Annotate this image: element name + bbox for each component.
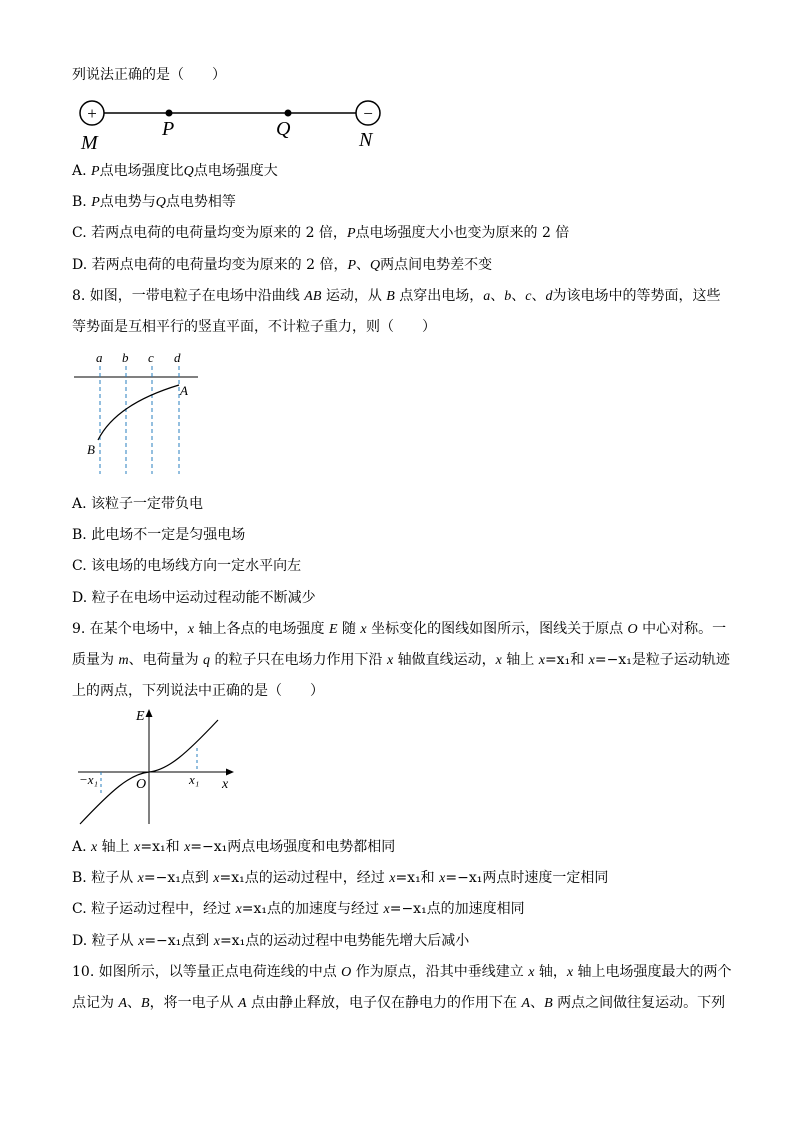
option-letter: D. <box>72 590 92 606</box>
text-run: 点记为 <box>72 995 119 1011</box>
q8-stem-line-1 <box>72 287 721 306</box>
option-letter: C. <box>72 901 92 917</box>
option-letter: C. <box>72 225 92 241</box>
italic-symbol: x <box>495 653 502 668</box>
italic-symbol: Q <box>370 258 381 273</box>
italic-symbol: d <box>545 289 553 304</box>
q8-option-a[interactable] <box>72 495 203 513</box>
italic-symbol: q <box>203 653 211 668</box>
q9-stem-line-1 <box>72 620 726 639</box>
italic-symbol: x <box>184 840 191 855</box>
italic-symbol: Q <box>183 164 194 179</box>
option-letter: A. <box>72 496 92 512</box>
italic-symbol: x <box>134 840 141 855</box>
label-n: N <box>359 129 373 151</box>
italic-symbol: O <box>341 965 352 980</box>
text-run: =−x₁点到 <box>143 870 214 886</box>
option-letter: D. <box>72 933 92 949</box>
italic-symbol: x <box>389 871 396 886</box>
label-q: Q <box>276 118 291 140</box>
italic-symbol: a <box>483 289 491 304</box>
italic-symbol: B <box>386 289 395 304</box>
text-run: 轴， <box>534 964 567 980</box>
label-x: x <box>222 777 229 792</box>
italic-symbol: B <box>141 996 150 1011</box>
italic-symbol: AB <box>304 289 322 304</box>
text-run: 点电场强度大 <box>193 163 278 179</box>
plus-sign: + <box>87 104 97 123</box>
q7-option-b[interactable] <box>72 193 236 212</box>
label-point-a: A <box>180 383 188 398</box>
text-run: 点电势与 <box>99 194 156 210</box>
text-run: 点电势相等 <box>165 194 236 210</box>
text-run: 若两点电荷的电荷量均变为原来的 2 倍， <box>91 257 348 273</box>
text-run: =−x₁两点电场强度和电势都相同 <box>190 839 396 855</box>
label-e: E <box>136 709 145 724</box>
text-run: 点电场强度比 <box>99 163 184 179</box>
q10-stem-line-1 <box>72 963 732 982</box>
italic-symbol: A <box>118 996 128 1011</box>
italic-symbol: x <box>91 840 98 855</box>
option-letter: B. <box>72 527 92 543</box>
option-letter: D. <box>72 257 92 273</box>
q8-stem-line-2: 等势面是互相平行的竖直平面，不计粒子重力，则（ ） <box>72 319 436 335</box>
italic-symbol: x <box>439 871 446 886</box>
italic-symbol: b <box>504 289 512 304</box>
italic-symbol: Q <box>155 195 166 210</box>
label-a: a <box>96 350 103 365</box>
minus-sign: − <box>363 104 373 123</box>
text-run: 、 <box>531 288 546 304</box>
text-run: 轴上电场强度最大的两个 <box>573 964 732 980</box>
italic-symbol: x <box>360 622 367 637</box>
italic-symbol: x <box>138 934 145 949</box>
label-c: c <box>148 350 154 365</box>
text-run: 、 <box>490 288 505 304</box>
option-letter: B. <box>72 870 92 886</box>
text-run: =−x₁点的加速度相同 <box>389 901 525 917</box>
text-run: ，将一电子从 <box>149 995 239 1011</box>
italic-symbol: x <box>528 965 535 980</box>
text-run: 的粒子只在电场力作用下沿 <box>210 652 387 668</box>
text-run: 轴上 <box>97 839 135 855</box>
text-run: =x₁点的运动过程中，经过 <box>219 870 390 886</box>
q9-figure <box>72 704 242 828</box>
text-run: =x₁和 <box>395 870 440 886</box>
italic-symbol: x <box>137 871 144 886</box>
text-run: 为该电场中的等势面，这些 <box>552 288 721 304</box>
text-run: 若两点电荷的电荷量均变为原来的 2 倍， <box>91 225 347 241</box>
x-axis-arrow-icon <box>226 769 234 776</box>
option-letter: B. <box>72 194 92 210</box>
text-run: =x₁和 <box>140 839 185 855</box>
option-text: 此电场不一定是匀强电场 <box>91 527 246 543</box>
text-run: 、 <box>356 257 371 273</box>
q9-stem-line-2 <box>72 651 730 670</box>
label-d: d <box>174 350 181 365</box>
text-run: 点电场强度大小也变为原来的 2 倍 <box>355 225 570 241</box>
option-letter: A. <box>72 839 92 855</box>
italic-symbol: x <box>187 622 195 637</box>
text-run: 中心对称。一 <box>637 621 727 637</box>
text-run: 粒子运动过程中，经过 <box>91 901 236 917</box>
text-run: =−x₁两点时速度一定相同 <box>445 870 609 886</box>
text-run: 10. 如图所示，以等量正点电荷连线的中点 <box>72 964 342 980</box>
label-m: M <box>81 132 98 154</box>
label-point-b: B <box>87 442 95 457</box>
text-run: 、 <box>511 288 526 304</box>
text-run: 轴做直线运动， <box>393 652 496 668</box>
italic-symbol: x <box>383 902 390 917</box>
text-run: 质量为 <box>72 652 119 668</box>
text-run: 随 <box>337 621 361 637</box>
text-run: 轴上 <box>501 652 539 668</box>
option-text: 粒子在电场中运动过程动能不断减少 <box>91 590 316 606</box>
point-p <box>166 110 173 117</box>
q9-stem-line-3: 上的两点，下列说法中正确的是（ ） <box>72 683 324 699</box>
label-b: b <box>122 350 129 365</box>
label-neg-x1: −x₁ <box>79 772 99 787</box>
italic-symbol: x <box>386 653 394 668</box>
italic-symbol: x <box>566 965 574 980</box>
italic-symbol: B <box>544 996 553 1011</box>
text-run: =−x₁点到 <box>144 933 214 949</box>
italic-symbol: c <box>525 289 532 304</box>
text-run: =x₁点的加速度与经过 <box>241 901 384 917</box>
italic-symbol: x <box>235 902 242 917</box>
q8-figure <box>72 346 202 478</box>
text-run: 粒子从 <box>91 870 138 886</box>
italic-symbol: P <box>91 195 100 210</box>
italic-symbol: x <box>588 653 595 668</box>
italic-symbol: E <box>328 622 338 637</box>
option-letter: A. <box>72 163 92 179</box>
italic-symbol: m <box>118 653 129 668</box>
italic-symbol: A <box>521 996 531 1011</box>
option-text: 该粒子一定带负电 <box>91 496 204 512</box>
q9-option-c[interactable] <box>72 900 525 919</box>
text-run: =x₁和 <box>544 652 589 668</box>
italic-symbol: x <box>538 653 545 668</box>
option-letter: C. <box>72 558 92 574</box>
italic-symbol: x <box>213 871 220 886</box>
e-axis-arrow-icon <box>146 709 153 717</box>
text-run: 作为原点，沿其中垂线建立 <box>351 964 529 980</box>
italic-symbol: x <box>213 934 220 949</box>
text-run: 9. 在某个电场中， <box>72 621 188 637</box>
option-text: 该电场的电场线方向一定水平向左 <box>91 558 302 574</box>
text-run: 、 <box>127 995 142 1011</box>
text-run: 点由静止释放，电子仅在静电力的作用下在 <box>246 995 522 1011</box>
text-run: 坐标变化的图线如图所示，图线关于原点 <box>366 621 628 637</box>
text-run: =x₁点的运动过程中电势能先增大后减小 <box>219 933 470 949</box>
q8-option-d[interactable] <box>72 589 316 607</box>
q7-option-a[interactable] <box>72 162 278 181</box>
text-run: 运动，从 <box>321 288 387 304</box>
italic-symbol: A <box>238 996 247 1011</box>
label-x1: x₁ <box>189 772 200 787</box>
italic-symbol: P <box>346 226 356 241</box>
text-run: 轴上各点的电场强度 <box>194 621 329 637</box>
text-run: 两点之间做往复运动。下列 <box>552 995 726 1011</box>
q7-option-d[interactable] <box>72 256 492 275</box>
q7-option-c[interactable] <box>72 224 569 243</box>
q7-stem-tail: 列说法正确的是（ ） <box>72 67 226 83</box>
italic-symbol: P <box>347 258 357 273</box>
q8-option-c[interactable] <box>72 557 301 575</box>
text-run: 两点间电势差不变 <box>380 257 493 273</box>
label-origin: O <box>136 777 147 792</box>
point-q <box>285 110 292 117</box>
italic-symbol: O <box>627 622 638 637</box>
q9-option-b[interactable] <box>72 869 608 888</box>
text-run: 粒子从 <box>91 933 139 949</box>
text-run: 8. 如图，一带电粒子在电场中沿曲线 <box>72 288 305 304</box>
italic-symbol: P <box>91 164 100 179</box>
q10-stem-line-2 <box>72 994 725 1013</box>
text-run: 点穿出电场， <box>394 288 484 304</box>
q8-option-b[interactable] <box>72 526 245 544</box>
q9-option-a[interactable] <box>72 838 395 857</box>
q9-option-d[interactable] <box>72 932 469 951</box>
text-run: =−x₁是粒子运动轨迹 <box>594 652 730 668</box>
text-run: 、电荷量为 <box>128 652 204 668</box>
trajectory-curve <box>98 385 179 440</box>
label-p: P <box>162 118 175 140</box>
q7-figure <box>72 94 392 156</box>
text-run: 、 <box>530 995 545 1011</box>
